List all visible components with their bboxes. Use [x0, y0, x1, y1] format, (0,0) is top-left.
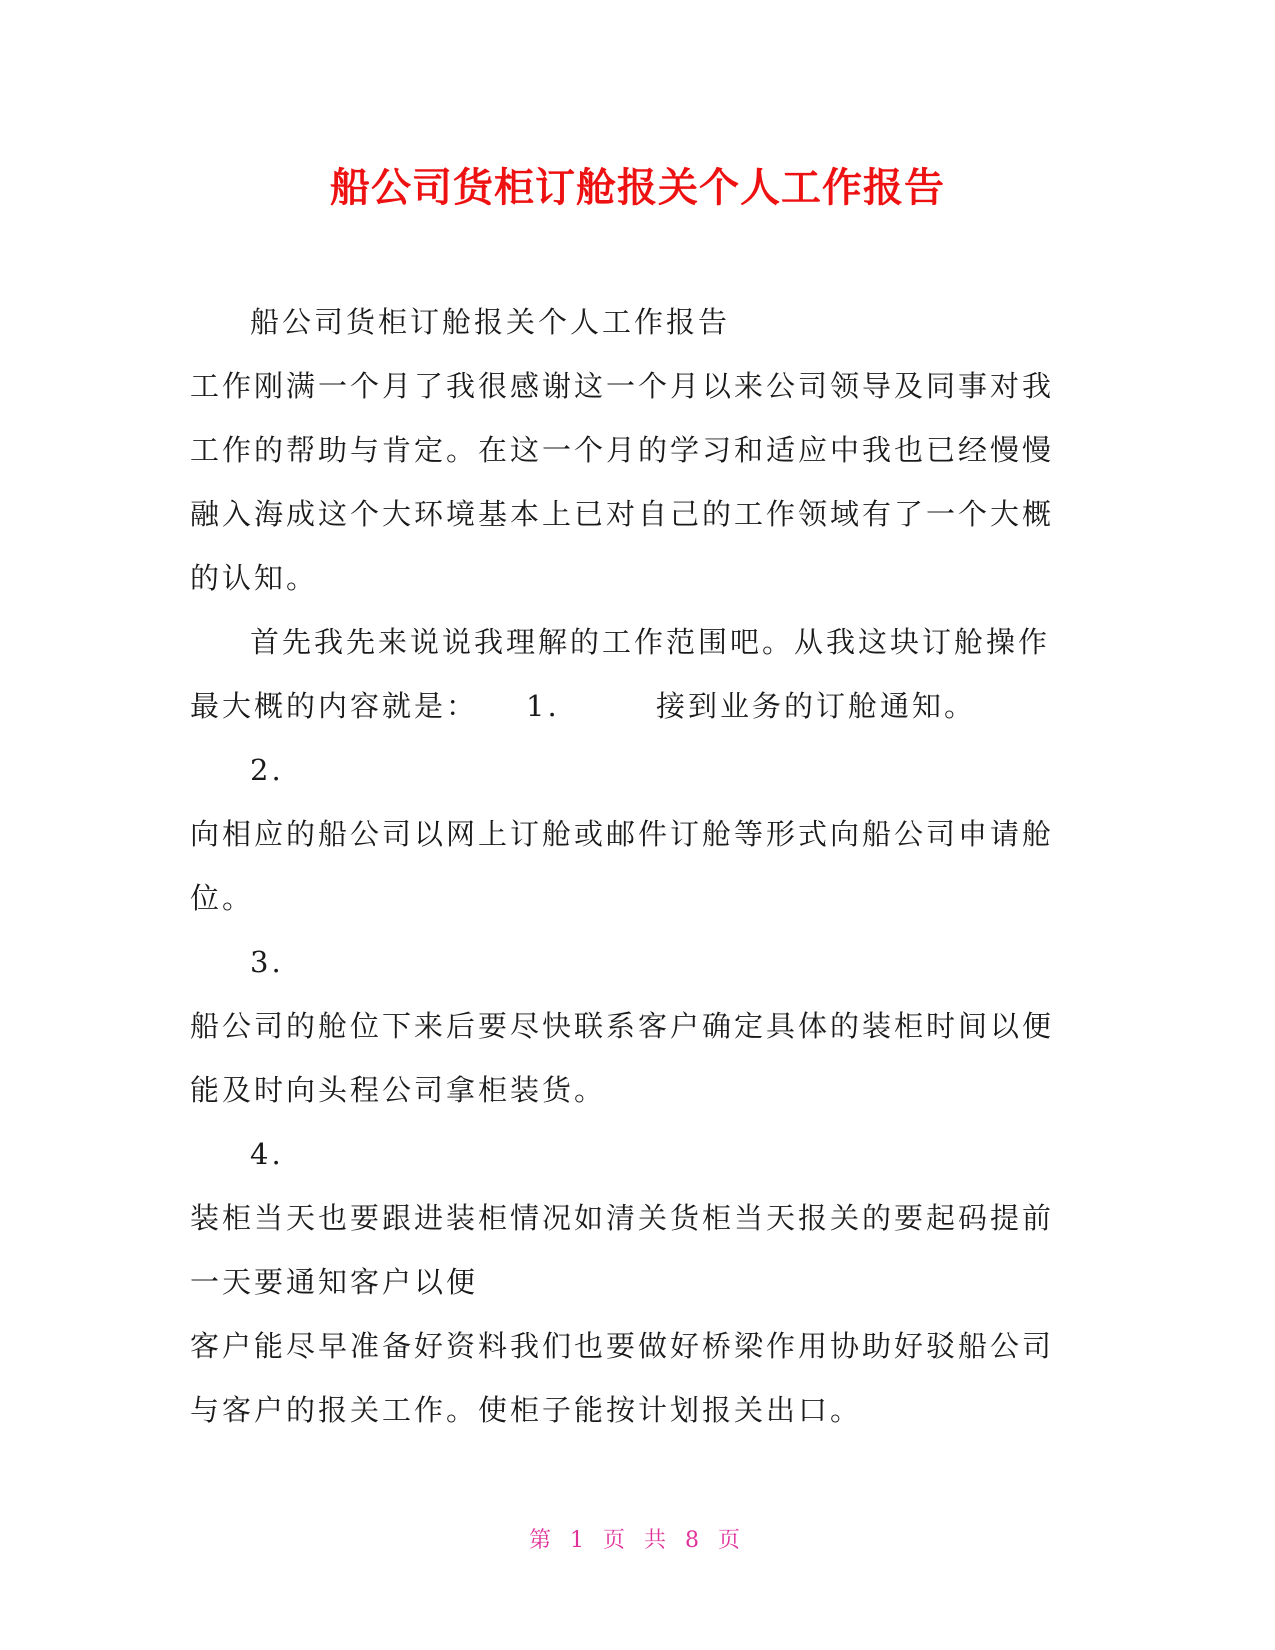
intro-line: 工作刚满一个月了我很感谢这一个月以来公司领导及同事对我 — [190, 369, 1055, 403]
page-title: 船公司货柜订舱报关个人工作报告 — [330, 165, 945, 211]
step1-text: 接到业务的订舱通知。 — [656, 689, 977, 723]
page-number: 第 1 页 共 8 页 — [529, 1528, 746, 1553]
step1-number: 1. — [526, 689, 560, 723]
step4-line: 客户能尽早准备好资料我们也要做好桥梁作用协助好驳船公司 — [190, 1329, 1055, 1363]
scope-line: 首先我先来说说我理解的工作范围吧。从我这块订舱操作 — [250, 625, 1051, 659]
step4-line: 装柜当天也要跟进装柜情况如清关货柜当天报关的要起码提前 — [190, 1201, 1055, 1235]
step3-number: 3. — [250, 945, 284, 979]
step3-line: 船公司的舱位下来后要尽快联系客户确定具体的装柜时间以便 — [190, 1009, 1055, 1043]
scope-line-text: 最大概的内容就是： — [190, 689, 479, 723]
intro-line: 的认知。 — [190, 561, 319, 595]
step4-line: 与客户的报关工作。使柜子能按计划报关出口。 — [190, 1393, 863, 1427]
scope-line-step1 — [190, 674, 1090, 738]
step2-line: 位。 — [190, 881, 255, 915]
step4-line: 一天要通知客户以便 — [190, 1265, 479, 1299]
document-body — [190, 290, 1090, 1442]
step4-number: 4. — [250, 1137, 284, 1171]
step3-line: 能及时向头程公司拿柜装货。 — [190, 1073, 607, 1107]
step2-line: 向相应的船公司以网上订舱或邮件订舱等形式向船公司申请舱 — [190, 817, 1055, 851]
intro-line: 融入海成这个大环境基本上已对自己的工作领域有了一个大概 — [190, 497, 1055, 531]
subtitle: 船公司货柜订舱报关个人工作报告 — [250, 305, 731, 339]
intro-line: 工作的帮助与肯定。在这一个月的学习和适应中我也已经慢慢 — [190, 433, 1055, 467]
step2-number: 2. — [250, 753, 284, 787]
